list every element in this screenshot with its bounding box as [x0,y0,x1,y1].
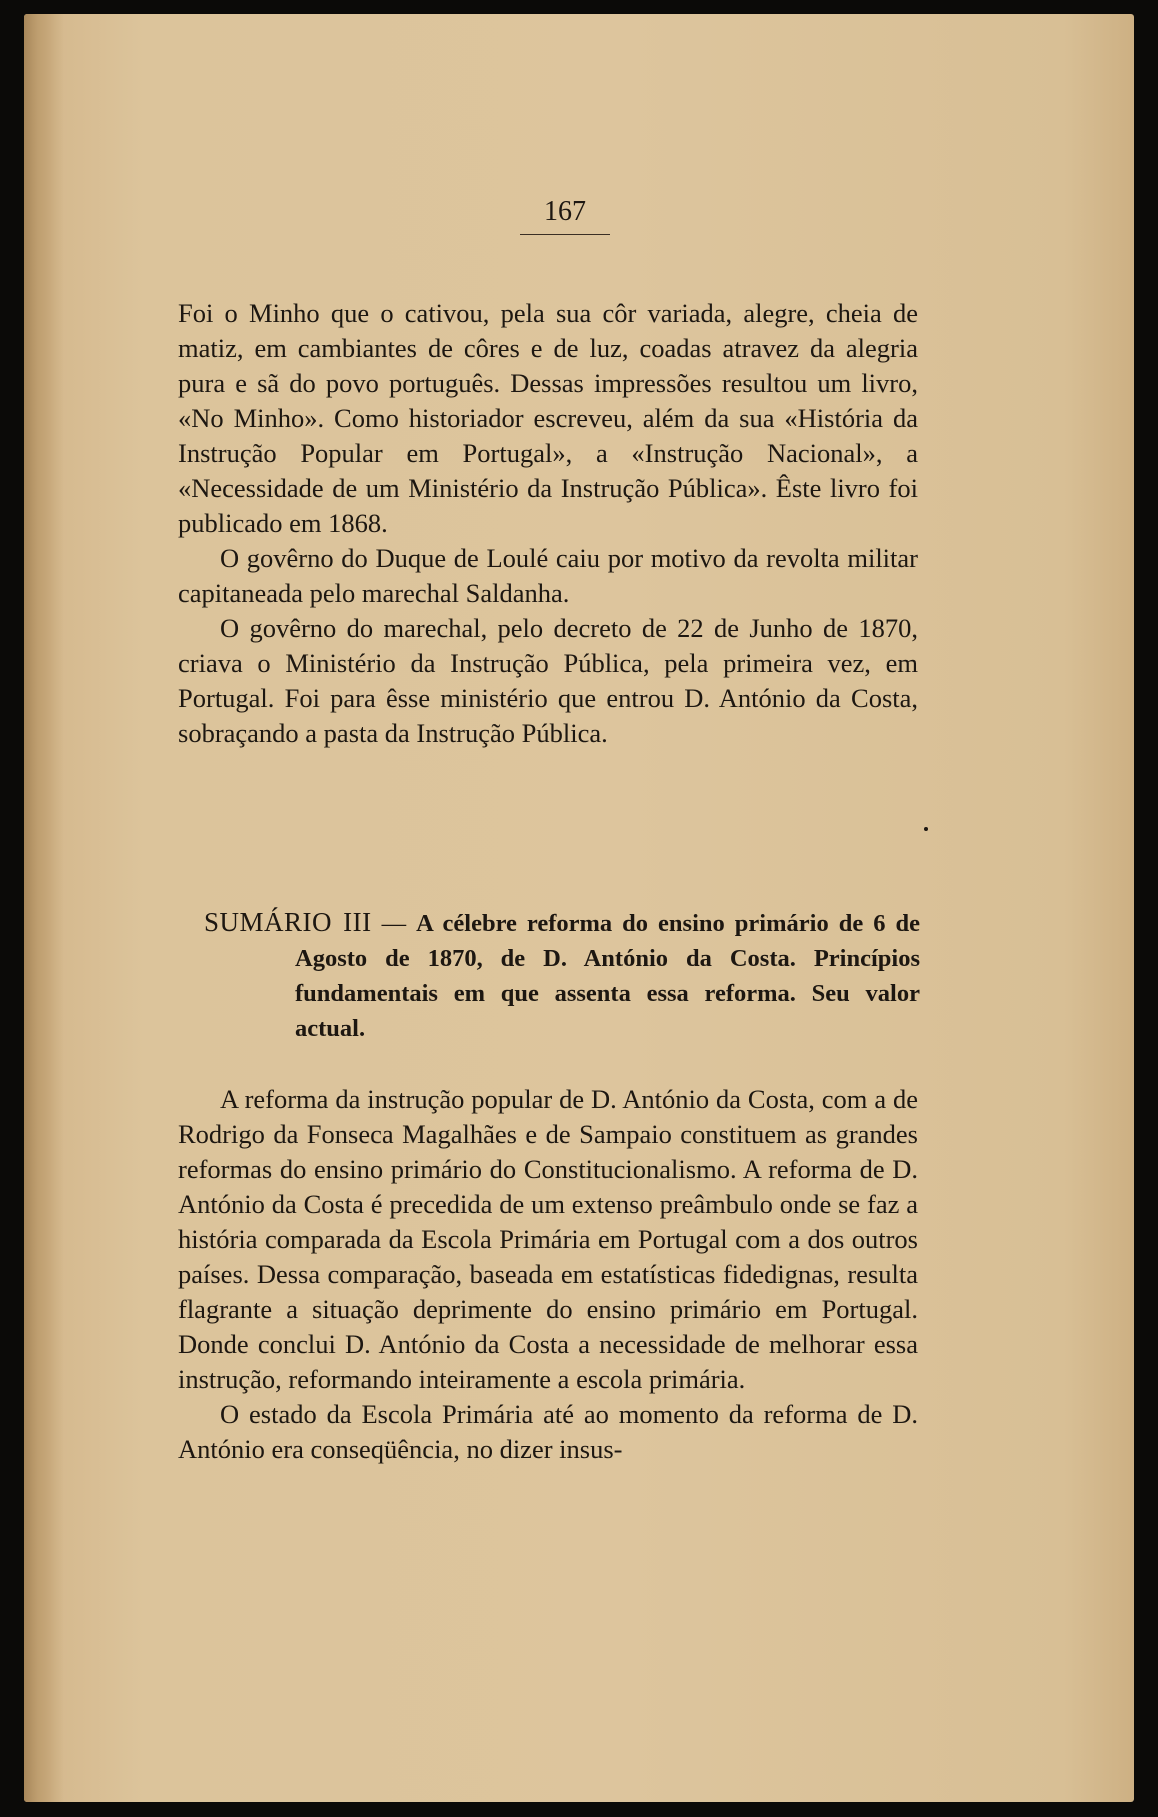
paragraph-reforma: A reforma da instrução popular de D. António da Costa, com a de Rodrigo da Fonseca Magalhães e de Sampaio constituem as grandes reformas do ensino primário do Constitucionalismo. A reforma de D. António da Costa é precedida de um extenso preâmbulo onde se faz a história comparada da Escola Primária em Portugal com a dos outros países. Dessa comparação, baseada em estatísticas fidedignas, resulta flagrante a situação deprimente do ensino primário em Portugal. Donde conclui D. António da Costa a necessidade de melhorar essa instrução, reformando inteiramente a escola primária. [178,1084,918,1394]
paragraph-loule: O govêrno do Duque de Loulé caiu por motivo da revolta militar capitaneada pelo marechal Saldanha. [178,543,918,608]
page-binding-edge [24,14,64,1802]
summary-text: A célebre reforma do ensino primário de 6 de Agosto de 1870, de D. António da Costa. Princípios fundamentais em que assenta essa reforma. Seu valor actual. [295,910,920,1042]
page-number: 167 [520,196,610,235]
summary-heading: SUMÁRIO III [204,907,372,937]
top-text-block [178,296,918,751]
bottom-text-block [178,1082,918,1467]
summary-block [204,905,920,1046]
ink-speck [924,827,928,831]
paragraph-ministerio: O govêrno do marechal, pelo decreto de 22 de Junho de 1870, criava o Ministério da Instrução Pública, pela primeira vez, em Portugal. Foi para êsse ministério que entrou D. António da Costa, sobraçando a pasta da Instrução Pública. [178,613,918,748]
summary-dash: — [371,910,417,937]
paragraph-minho: Foi o Minho que o cativou, pela sua côr variada, alegre, cheia de matiz, em cambiantes de côres e de luz, coadas atravez da alegria pura e sã do povo português. Dessas impressões resultou um livro, «No Minho». Como historiador escreveu, além da sua «História da Instrução Popular em Portugal», a «Instrução Nacional», a «Necessidade de um Ministério da Instrução Pública». Êste livro foi publicado em 1868. [178,298,918,538]
paragraph-estado: O estado da Escola Primária até ao momento da reforma de D. António era conseqüência, no dizer insus- [178,1399,918,1464]
